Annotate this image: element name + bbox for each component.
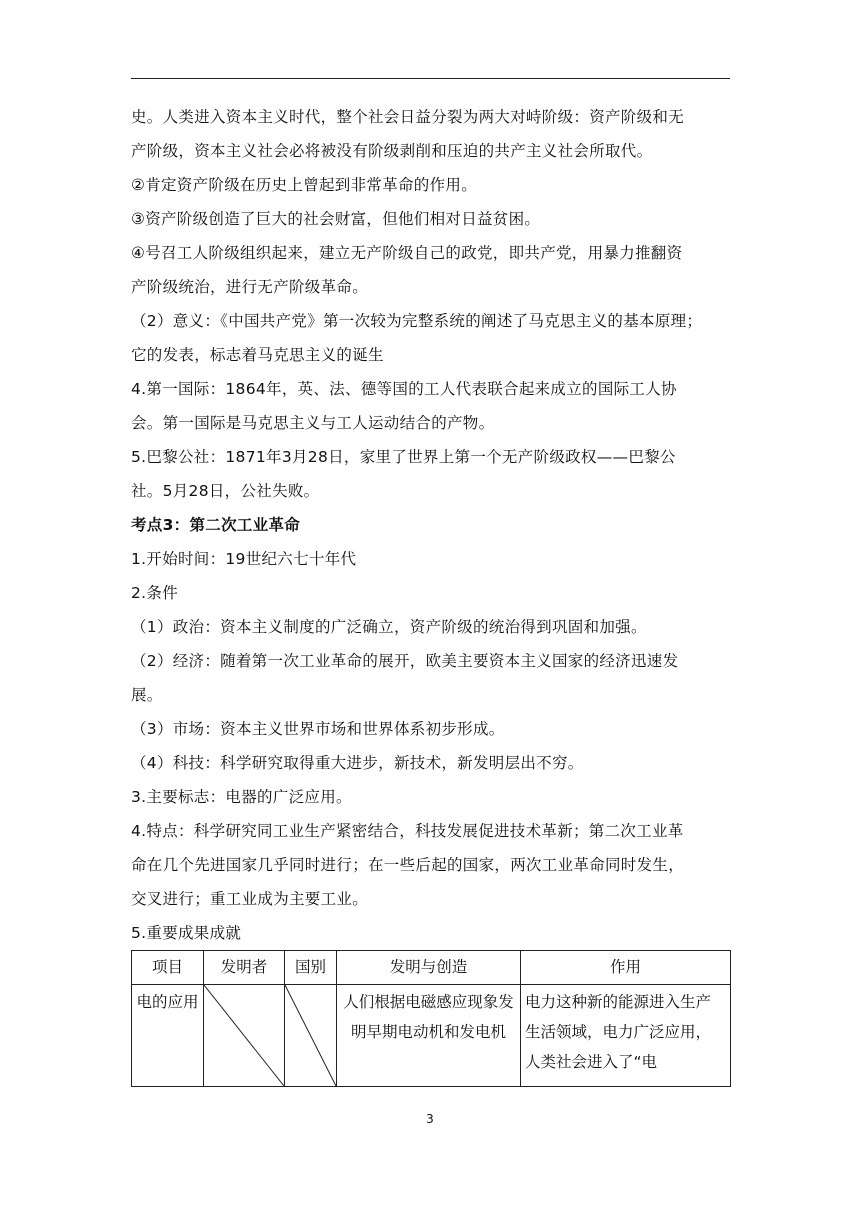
header-country: 国别 xyxy=(285,951,337,985)
achievements-table xyxy=(131,950,731,1087)
header-effect: 作用 xyxy=(521,951,731,985)
paragraph-line: 3.主要标志：电器的广泛应用。 xyxy=(131,788,352,806)
paragraph-line: 2.条件 xyxy=(131,584,178,602)
paragraph-line: 会。第一国际是马克思主义与工人运动结合的产物。 xyxy=(131,414,495,432)
paragraph-line: （2）意义：《中国共产党》第一次较为完整系统的阐述了马克思主义的基本原理； xyxy=(131,312,703,330)
document-body xyxy=(131,100,730,950)
header-rule xyxy=(131,78,730,79)
paragraph-line: 史。人类进入资本主义时代，整个社会日益分裂为两大对峙阶级：资产阶级和无 xyxy=(131,108,685,126)
paragraph-line: 它的发表，标志着马克思主义的诞生 xyxy=(131,346,384,364)
paragraph-line: 交叉进行；重工业成为主要工业。 xyxy=(131,890,369,908)
cell-country-empty xyxy=(285,985,337,1087)
paragraph-line: （4）科技：科学研究取得重大进步，新技术，新发明层出不穷。 xyxy=(131,754,584,772)
table-header-row xyxy=(132,951,731,985)
page-number: 3 xyxy=(426,1112,434,1126)
cell-item: 电的应用 xyxy=(132,985,204,1087)
paragraph-line: ②肯定资产阶级在历史上曾起到非常革命的作用。 xyxy=(131,176,477,194)
paragraph-line: 产阶级统治，进行无产阶级革命。 xyxy=(131,278,369,296)
paragraph-line: 展。 xyxy=(131,686,163,704)
paragraph-line: 1.开始时间：19世纪六七十年代 xyxy=(131,550,357,568)
paragraph-line: 产阶级，资本主义社会必将被没有阶级剥削和压迫的共产主义社会所取代。 xyxy=(131,142,653,160)
paragraph-line: （2）经济：随着第一次工业革命的展开，欧美主要资本主义国家的经济迅速发 xyxy=(131,652,679,670)
diagonal-slash-icon xyxy=(285,985,336,1086)
cell-effect: 电力这种新的能源进入生产生活领域，电力广泛应用，人类社会进入了“电 xyxy=(521,985,731,1087)
paragraph-line: 社。5月28日，公社失败。 xyxy=(131,482,320,500)
table-row xyxy=(132,985,731,1087)
paragraph-line: 命在几个先进国家几乎同时进行；在一些后起的国家，两次工业革命同时发生， xyxy=(131,856,685,874)
paragraph-line: ④号召工人阶级组织起来，建立无产阶级自己的政党，即共产党，用暴力推翻资 xyxy=(131,244,683,262)
section-heading: 考点3：第二次工业革命 xyxy=(131,516,301,534)
header-invention: 发明与创造 xyxy=(337,951,521,985)
paragraph-line: 5.重要成果成就 xyxy=(131,924,242,942)
paragraph-line: ③资产阶级创造了巨大的社会财富，但他们相对日益贫困。 xyxy=(131,210,541,228)
header-inventor: 发明者 xyxy=(204,951,285,985)
paragraph-line: （1）政治：资本主义制度的广泛确立，资产阶级的统治得到巩固和加强。 xyxy=(131,618,647,636)
cell-invention: 人们根据电磁感应现象发明早期电动机和发电机 xyxy=(337,985,521,1087)
header-item: 项目 xyxy=(132,951,204,985)
paragraph-line: 4.特点：科学研究同工业生产紧密结合，科技发展促进技术革新；第二次工业革 xyxy=(131,822,684,840)
paragraph-line: （3）市场：资本主义世界市场和世界体系初步形成。 xyxy=(131,720,505,738)
diagonal-slash-icon xyxy=(204,985,284,1086)
cell-inventor-empty xyxy=(204,985,285,1087)
paragraph-line: 5.巴黎公社：1871年3月28日，家里了世界上第一个无产阶级政权——巴黎公 xyxy=(131,448,676,466)
paragraph-line: 4.第一国际：1864年，英、法、德等国的工人代表联合起来成立的国际工人协 xyxy=(131,380,677,398)
